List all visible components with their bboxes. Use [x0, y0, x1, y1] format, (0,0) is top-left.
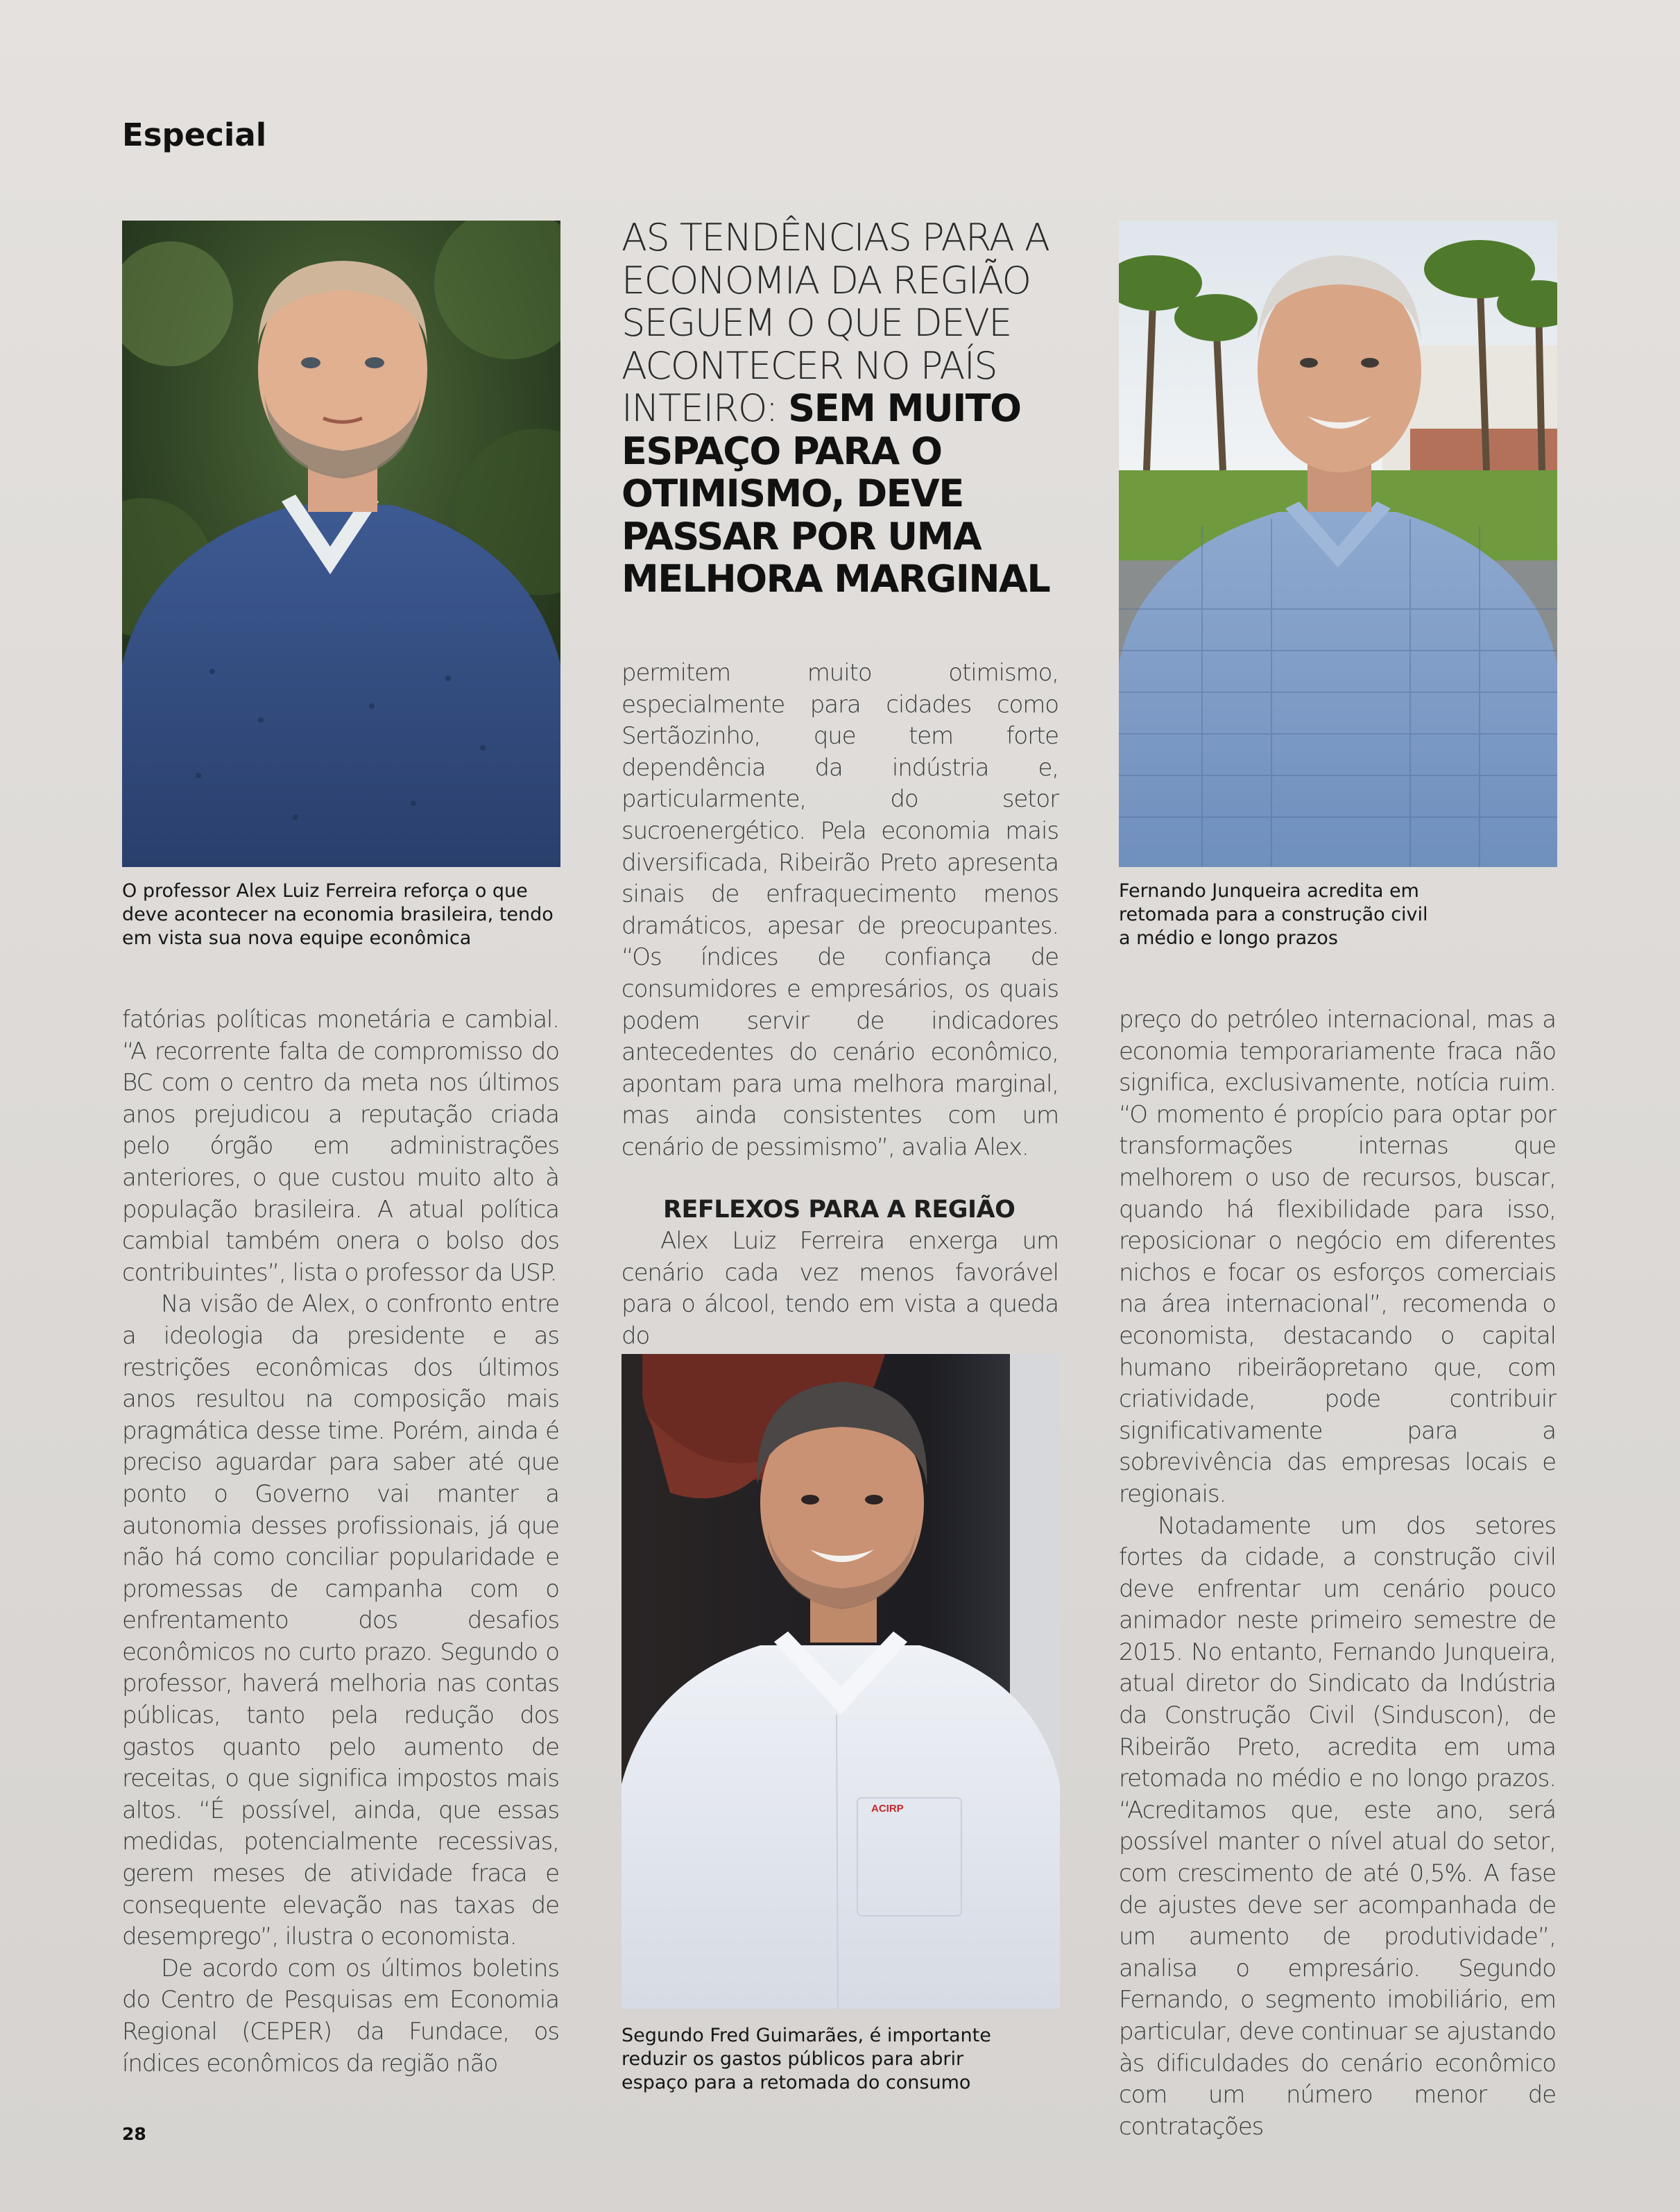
headline-light: AS TENDÊNCIAS PARA A ECONOMIA DA REGIÃO SEGUEM O QUE DEVE ACONTECER NO PAÍS INTEIRO:: [622, 216, 1049, 430]
portrait-fernando-image: [1119, 221, 1557, 867]
paragraph: Notadamente um dos setores fortes da cidade, a construção civil deve enfrentar um cenário pouco animador neste primeiro semestre de 2015. No entanto, Fernando Junqueira, atual diretor do Sindicato da Indústria da Construção Civil (Sinduscon), de Ribeirão Preto, acredita em uma retomada no médio e no longo prazos. “Acreditamos que, este ano, será possível manter o nível atual do setor, com crescimento de até 0,5%. A fase de ajustes deve ser acompanhada de um aumento de produtividade”, analisa o empresário. Segundo Fernando, o segmento imobiliário, em particular, deve continuar se ajustando às dificuldades do cenário econômico com um número menor de contratações: [1119, 1511, 1556, 2141]
photo-alex: [122, 221, 560, 867]
paragraph: permitem muito otimismo, especialmente para cidades como Sertãozinho, que tem forte dependência da indústria e, particularmente, do setor sucroenergético. Pela economia mais diversificada, Ribeirão Preto apresenta sinais de enfraquecimento menos dramáticos, apesar de preocupantes. “Os índices de confiança de consumidores e empresários, os quais podem servir de indicadores antecedentes do cenário econômico, apontam para uma melhora marginal, mas ainda consistentes com um cenário de pessimismo”, avalia Alex.: [622, 659, 1058, 1161]
headline: [622, 216, 1065, 601]
article-column-1: [122, 1004, 559, 2080]
paragraph: fatórias políticas monetária e cambial. “A recorrente falta de compromisso do BC com o centro da meta nos últimos anos prejudicou a reputação criada pelo órgão em administrações anteriores, o que custou muito alto à população brasileira. A atual política cambial também onera o bolso dos contribuintes”, lista o professor da USP.: [122, 1006, 559, 1287]
caption-fred: Segundo Fred Guimarães, é importante reduzir os gastos públicos para abrir espaço para a retomada do consumo: [622, 2025, 991, 2093]
page-number: 28: [122, 2124, 146, 2144]
caption-fernando: Fernando Junqueira acredita em retomada para a construção civil a médio e longo prazos: [1119, 880, 1428, 949]
paragraph: preço do petróleo internacional, mas a economia temporariamente fraca não significa, exclusivamente, notícia ruim. “O momento é propício para optar por transformações internas que melhorem o uso de recursos, buscar, quando há flexibilidade para isso, reposicionar o negócio em diferentes nichos e focar os esforços comerciais na área internacional”, recomenda o economista, destacando o capital humano ribeirãopretano que, com criatividade, pode contribuir significativamente para a sobrevivência das empresas locais e regionais.: [1119, 1006, 1556, 1508]
paragraph: De acordo com os últimos boletins do Centro de Pesquisas em Economia Regional (CEPER) da Fundace, os índices econômicos da região não: [122, 1954, 559, 2077]
photo-fred: [622, 1354, 1060, 2009]
photo-fernando: [1119, 221, 1557, 867]
paragraph: Na visão de Alex, o confronto entre a ideologia da presidente e as restrições econômicas dos últimos anos resultou na composição mais pragmática desse time. Porém, ainda é preciso aguardar para saber até que ponto o Governo vai manter a autonomia desses profissionais, já que não há como conciliar popularidade e promessas de campanha com o enfrentamento dos desafios econômicos no curto prazo. Segundo o professor, haverá melhoria nas contas públicas, tanto pela redução dos gastos quanto pelo aumento de receitas, o que significa impostos mais altos. “É possível, ainda, que essas medidas, potencialmente recessivas, gerem meses de atividade fraca e consequente elevação nas taxas de desemprego”, ilustra o economista.: [122, 1290, 559, 1951]
subhead: REFLEXOS PARA A REGIÃO: [663, 1195, 1015, 1224]
portrait-alex-image: [122, 221, 560, 867]
shirt-logo-text: ACIRP: [871, 1803, 904, 1815]
headline-bold: SEM MUITO ESPAÇO PARA O OTIMISMO, DEVE PASSAR POR UMA MELHORA MARGINAL: [622, 386, 1050, 601]
article-column-3: [1119, 1004, 1556, 2143]
article-column-2: [622, 658, 1058, 1352]
portrait-fred-image: [622, 1354, 1060, 2009]
section-label: Especial: [122, 117, 267, 153]
paragraph: Alex Luiz Ferreira enxerga um cenário cada vez menos favorável para o álcool, tendo em vista a queda do: [622, 1227, 1058, 1350]
caption-alex: O professor Alex Luiz Ferreira reforça o que deve acontecer na economia brasileira, tendo em vista sua nova equipe econômica: [122, 880, 554, 949]
